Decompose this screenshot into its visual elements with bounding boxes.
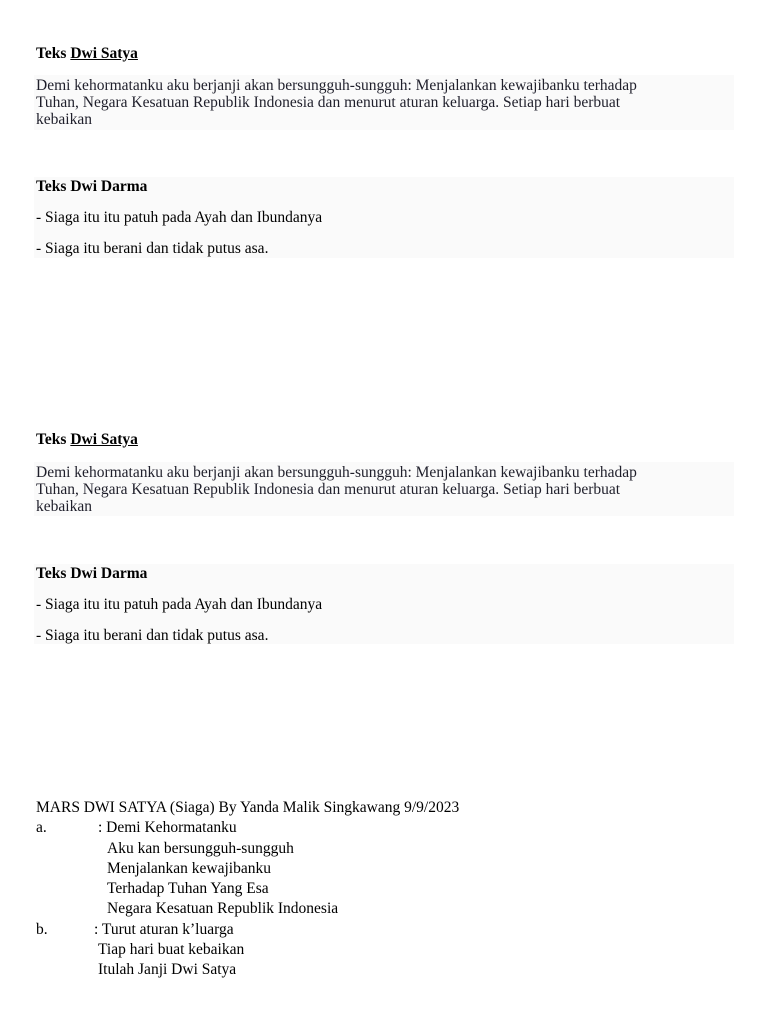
verse-line: Terhadap Tuhan Yang Esa [107, 880, 269, 898]
verse-a-label: a. [36, 819, 47, 837]
mars-dwi-satya [36, 798, 736, 981]
dwi-satya-body-2 [34, 462, 734, 516]
verse-b-row [36, 960, 736, 980]
mars-title: MARS DWI SATYA (Siaga) By Yanda Malik Singkawang 9/9/2023 [36, 799, 460, 816]
verse-line: Negara Kesatuan Republik Indonesia [107, 900, 339, 918]
body-line: kebaikan [36, 498, 92, 515]
verse-line: Menjalankan kewajibanku [107, 859, 271, 877]
dwi-satya-body-1 [34, 75, 734, 130]
verse-b-row [36, 940, 736, 960]
darma-line: - Siaga itu itu patuh pada Ayah dan Ibundanya [36, 596, 323, 613]
verse-line: : Demi Kehormatanku [98, 819, 237, 837]
dwi-darma-heading: Teks Dwi Darma [36, 565, 148, 582]
body-line: kebaikan [36, 111, 92, 128]
verse-line: Itulah Janji Dwi Satya [98, 961, 237, 979]
verse-a-row [36, 879, 736, 899]
verse-a-row [36, 839, 736, 859]
dwi-satya-heading [36, 431, 734, 449]
dwi-satya-section-1 [34, 45, 734, 63]
dwi-darma-section-2 [34, 564, 734, 644]
heading-prefix: Teks [36, 431, 67, 448]
darma-line: - Siaga itu berani dan tidak putus asa. [36, 240, 269, 257]
body-line: Demi kehormatanku aku berjanji akan bersungguh-sungguh: Menjalankan kewajibanku terhadap [36, 464, 637, 481]
body-line: Tuhan, Negara Kesatuan Republik Indonesia dan menurut aturan keluarga. Setiap hari berbuat [36, 94, 621, 111]
heading-underlined: Dwi Satya [70, 45, 138, 62]
dwi-satya-heading [36, 45, 734, 63]
verse-a-row [36, 859, 736, 879]
verse-b-label: b. [36, 920, 48, 938]
verse-line: Tiap hari buat kebaikan [98, 941, 245, 959]
verse-line: : Turut aturan k’luarga [94, 920, 234, 938]
body-line: Demi kehormatanku aku berjanji akan bersungguh-sungguh: Menjalankan kewajibanku terhadap [36, 77, 637, 94]
dwi-darma-section-1 [34, 177, 734, 258]
heading-prefix: Teks [36, 45, 67, 62]
verse-b-row [36, 920, 736, 940]
body-line: Tuhan, Negara Kesatuan Republik Indonesia dan menurut aturan keluarga. Setiap hari berbuat [36, 481, 621, 498]
darma-line: - Siaga itu itu patuh pada Ayah dan Ibundanya [36, 209, 323, 226]
verse-a-row [36, 818, 736, 838]
heading-underlined: Dwi Satya [70, 431, 138, 448]
verse-a-row [36, 899, 736, 919]
verse-line: Aku kan bersungguh-sungguh [107, 839, 294, 857]
dwi-satya-section-2 [34, 431, 734, 449]
dwi-darma-heading: Teks Dwi Darma [36, 178, 148, 195]
darma-line: - Siaga itu berani dan tidak putus asa. [36, 627, 269, 644]
